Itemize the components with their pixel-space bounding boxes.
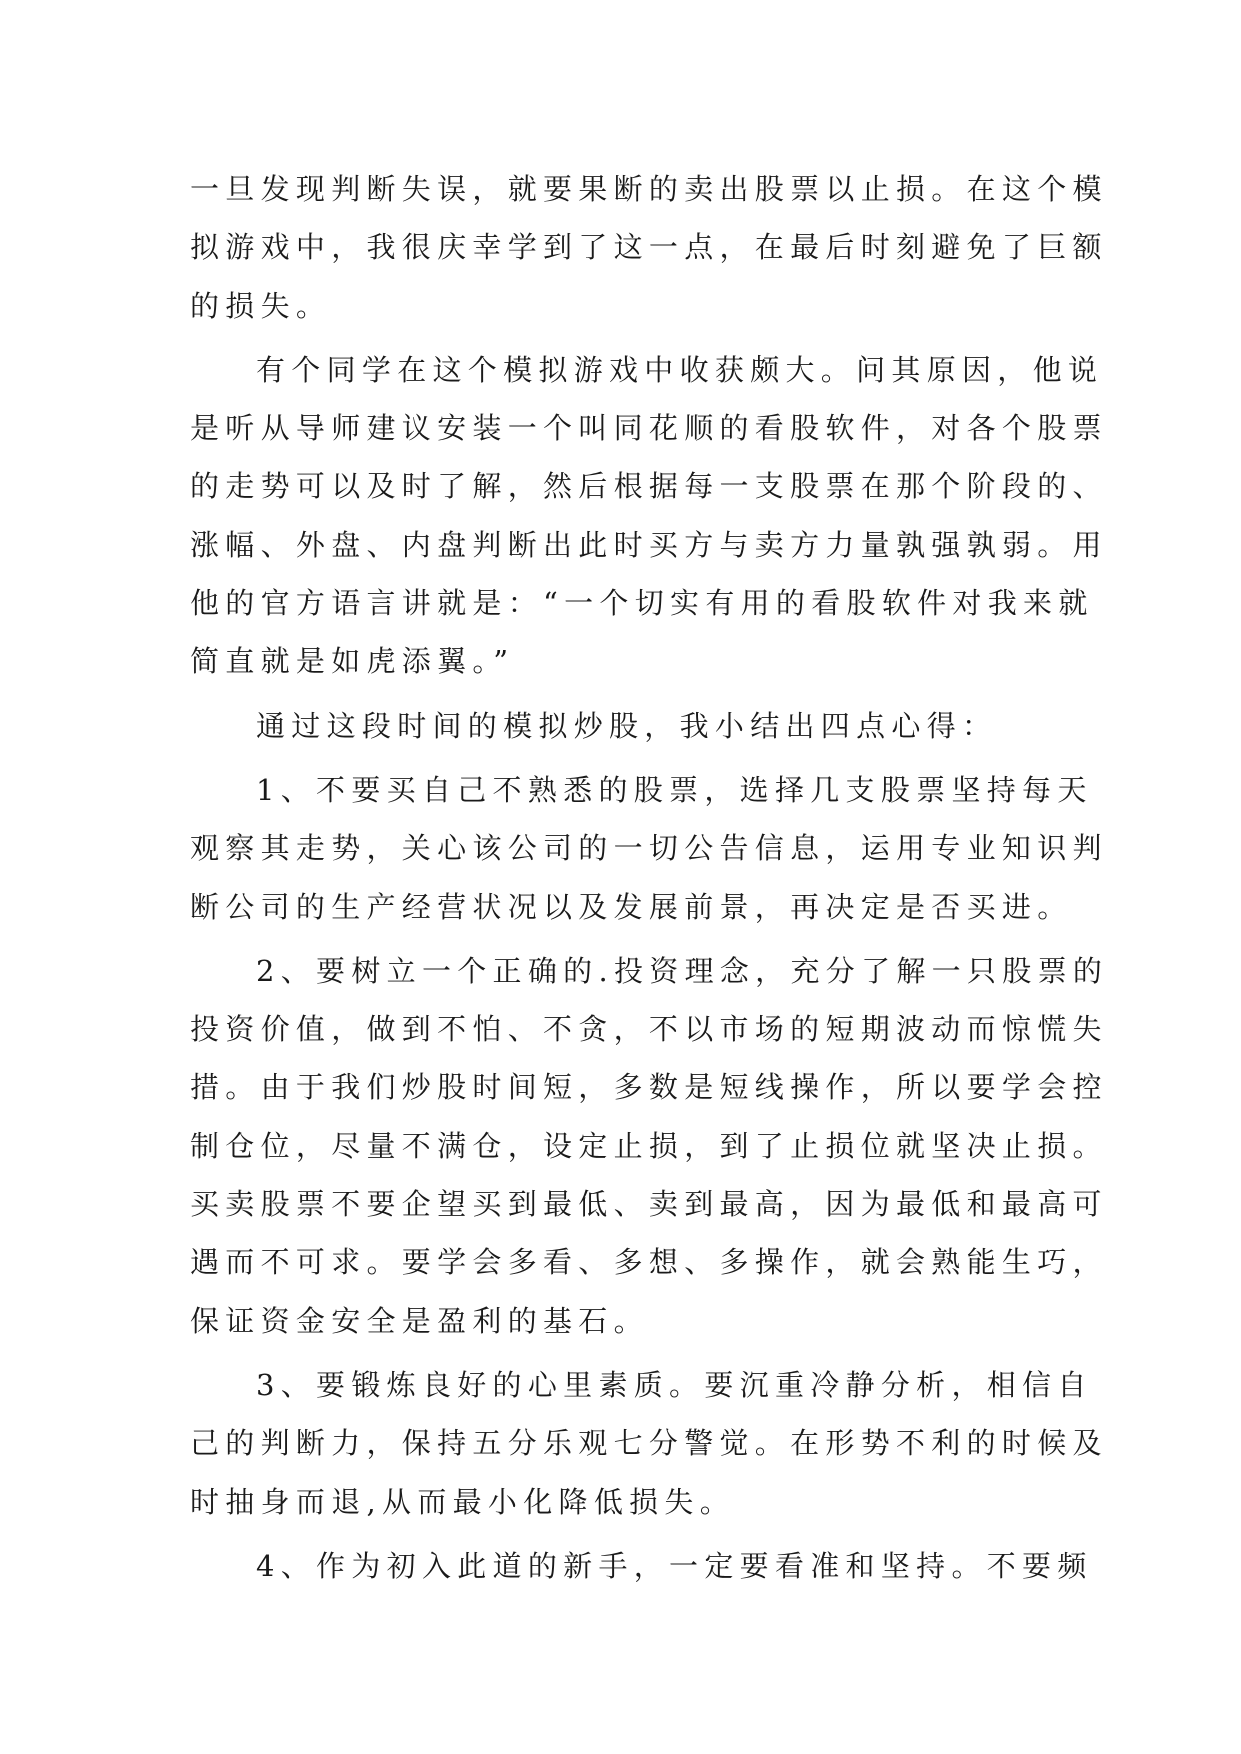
text-line: 一旦发现判断失误，就要果断的卖出股票以止损。在这个模 xyxy=(190,172,1108,206)
paragraph xyxy=(190,761,1108,936)
paragraph xyxy=(190,1356,1108,1531)
text-line: 观察其走势，关心该公司的一切公告信息，运用专业知识判 xyxy=(190,831,1108,866)
text-line: 通过这段时间的模拟炒股，我小结出四点心得： xyxy=(256,708,998,743)
text-line: 措。由于我们炒股时间短，多数是短线操作，所以要学会控 xyxy=(190,1070,1108,1105)
text-line: 的走势可以及时了解，然后根据每一支股票在那个阶段的、 xyxy=(190,469,1108,504)
text-line: 简直就是如虎添翼。” xyxy=(190,644,515,679)
text-line: 1、不要买自己不熟悉的股票，选择几支股票坚持每天 xyxy=(256,772,1093,807)
paragraph xyxy=(190,1537,1093,1595)
text-line: 2、要树立一个正确的.投资理念，充分了解一只股票的 xyxy=(256,953,1109,988)
text-line: 遇而不可求。要学会多看、多想、多操作，就会熟能生巧， xyxy=(190,1245,1108,1280)
text-line: 有个同学在这个模拟游戏中收获颇大。问其原因，他说 xyxy=(256,352,1104,387)
text-line: 他的官方语言讲就是：“一个切实有用的看股软件对我来就 xyxy=(190,586,1094,621)
text-line: 3、要锻炼良好的心里素质。要沉重冷静分析，相信自 xyxy=(256,1367,1093,1402)
text-line: 断公司的生产经营状况以及发展前景，再决定是否买进。 xyxy=(190,889,1073,924)
paragraph xyxy=(190,942,1109,1350)
text-line: 涨幅、外盘、内盘判断出此时买方与卖方力量孰强孰弱。用 xyxy=(190,527,1108,562)
text-line: 己的判断力，保持五分乐观七分警觉。在形势不利的时候及 xyxy=(190,1426,1108,1461)
text-line: 制仓位，尽量不满仓，设定止损，到了止损位就坚决止损。 xyxy=(190,1128,1108,1163)
paragraph xyxy=(190,160,1108,335)
text-line: 投资价值，做到不怕、不贪，不以市场的短期波动而惊慌失 xyxy=(190,1012,1108,1047)
text-line: 拟游戏中，我很庆幸学到了这一点，在最后时刻避免了巨额 xyxy=(190,230,1108,265)
text-line: 买卖股票不要企望买到最低、卖到最高，因为最低和最高可 xyxy=(190,1187,1108,1222)
text-line: 4、作为初入此道的新手，一定要看准和坚持。不要频 xyxy=(256,1548,1093,1583)
document-body xyxy=(190,160,1109,1595)
text-line: 是听从导师建议安装一个叫同花顺的看股软件，对各个股票 xyxy=(190,411,1108,446)
paragraph xyxy=(190,697,1052,755)
text-line: 时抽身而退,从而最小化降低损失。 xyxy=(190,1484,736,1519)
text-line: 的损失。 xyxy=(190,288,332,323)
paragraph xyxy=(190,341,1108,691)
text-line: 保证资金安全是盈利的基石。 xyxy=(190,1303,649,1338)
